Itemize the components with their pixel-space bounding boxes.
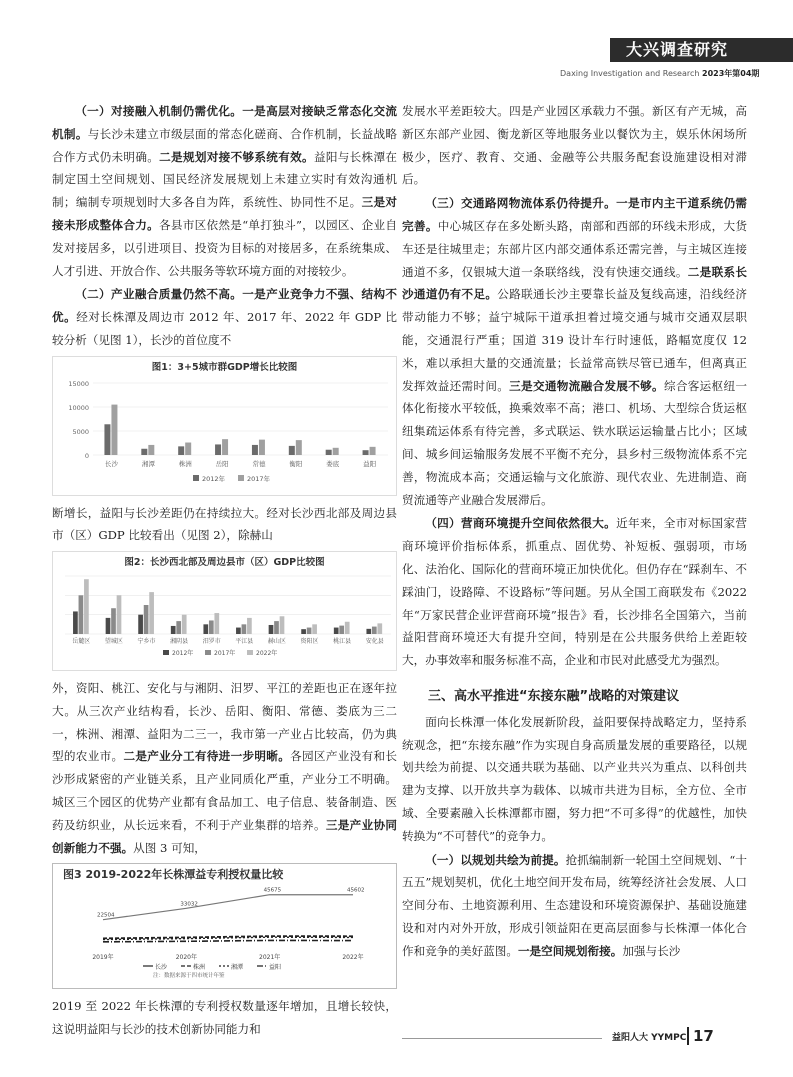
figure-2 (52, 551, 397, 671)
legend-swatch (163, 650, 169, 655)
y-tick-label: 15000 (68, 379, 89, 388)
bar (148, 445, 154, 455)
bold-point: 一是市内主干道系统仍需完善。 (402, 196, 747, 233)
bar (214, 613, 219, 634)
x-tick-label: 平江县 (235, 638, 254, 646)
legend-label: 株洲 (193, 964, 206, 972)
bar (326, 449, 332, 454)
bar (149, 592, 154, 634)
legend-label: 长沙 (155, 964, 168, 972)
left-column (52, 100, 397, 1042)
legend-label: 2022年 (256, 650, 278, 658)
figure-1 (52, 356, 397, 496)
journal-subtitle-en: Daxing Investigation and Research (560, 69, 700, 78)
subheading: （二）产业融合质量仍然不高。 (75, 287, 243, 302)
data-label: 45675 (263, 887, 282, 894)
bold-point: 二是产业分工有待进一步明晰。 (123, 749, 291, 764)
paragraph: 断增长，益阳与长沙差距仍在持续拉大。经对长沙西北部及周边县市（区）GDP 比较看出（见图 2），除赫山 (52, 505, 397, 543)
bar (247, 618, 252, 634)
paragraph-text: 益阳与长株潭在制定国土空间规划、国民经济发展规划上未建立实时有效沟通机制；编制专项规划时大多各自为阵，系统性、协同性不足。 (52, 149, 397, 210)
bar (84, 579, 89, 634)
x-tick-label: 2021年 (259, 954, 281, 962)
y-tick-label: 10000 (68, 403, 89, 412)
bar (144, 605, 149, 634)
bar (111, 404, 117, 454)
paragraph-text: 加强与长沙 (622, 943, 681, 958)
bar (269, 625, 274, 634)
x-tick-label: 岳麓区 (72, 638, 91, 646)
bar (182, 615, 187, 634)
paragraph (52, 677, 397, 859)
bar (104, 424, 110, 455)
x-tick-label: 湘阴县 (170, 638, 189, 646)
bar (372, 627, 377, 634)
y-tick-label: 0 (84, 451, 89, 460)
x-tick-label: 衡阳 (289, 459, 303, 468)
legend-label: 2017年 (247, 474, 271, 483)
x-tick-label: 株洲 (178, 459, 192, 468)
bar (307, 628, 312, 634)
data-label: 33032 (180, 901, 198, 908)
x-tick-label: 益阳 (363, 459, 377, 468)
paragraph: 发展水平差距较大。四是产业园区承载力不强。新区有产无城，高新区东部产业园、衡龙新区等地服务业以餐饮为主，娱乐休闲场所极少，医疗、教育、交通、金融等公共服务配套设施建设相对滞后。 (402, 104, 747, 187)
bar (363, 450, 369, 455)
bar (222, 439, 228, 455)
bar (274, 621, 279, 634)
bar (370, 447, 376, 455)
legend-label: 2012年 (202, 474, 226, 483)
paragraph-text: 公路联通长沙主要靠长益及复线高速，沿线经济带动能力不够；益宁城际干道承担着过境交通与城市交通双层职能，交通混行严重；国道 319 设计车行时速低，路幅宽度仅 12 米，难以承担大量的交通流量；长益常高铁尽管已通车，但离真正发挥效益还需时间。 (402, 287, 747, 393)
section-title: 三、高水平推进“东接东融”战略的对策建议 (428, 688, 680, 704)
subheading: （一）对接融入机制仍需优化。 (75, 104, 243, 118)
paragraph-text: 与长沙未建立市级层面的常态化磋商、合作机制，长益战略合作方式仍未明确。 (52, 126, 397, 164)
bold-point: 二是规划对接不够系统有效。 (159, 149, 314, 164)
page-header (0, 0, 793, 90)
figure-2-chart (53, 570, 396, 662)
figure-1-chart (53, 375, 396, 487)
chart-note: 注：数据来源于四市统计年鉴 (153, 973, 225, 980)
bold-point: 一是高层对接缺乏常态化交流机制。 (52, 104, 397, 141)
figure-3-title: 图3 2019-2022年长株潭益专利授权量比较 (63, 868, 284, 882)
x-tick-label: 湘潭 (141, 459, 155, 468)
bar (301, 629, 306, 634)
paragraph-text: 综合客运枢纽一体化衔接水平较低，换乘效率不高；港口、机场、大型综合货运枢纽集疏运体系有待完善，多式联运、铁水联运运输量占比小；区域间、城乡间运输服务发展不平衡不充分，县乡村三级物流体系不完善，物流成本高；交通运输与文化旅游、现代农业、先进制造、商贸流通等产业融合发展滞后。 (402, 378, 747, 507)
legend-swatch (238, 475, 244, 481)
legend-label: 益阳 (269, 964, 282, 972)
figure-2-title: 图2：长沙西北部及周边县市（区）GDP比较图 (124, 557, 325, 569)
bar (79, 595, 84, 634)
bar (176, 621, 181, 634)
legend-label: 2017年 (214, 650, 236, 658)
data-label: 45602 (347, 888, 365, 895)
x-tick-label: 长沙 (104, 459, 118, 468)
bar (185, 442, 191, 454)
paragraph (52, 283, 397, 351)
bold-point: 二是联系长沙通道仍有不足。 (402, 264, 747, 302)
bold-point: 一是空间规划衔接。 (517, 943, 623, 958)
data-label: 22504 (97, 913, 115, 920)
subheading: （四）营商环境提升空间依然很大。 (425, 516, 617, 531)
y-tick-label: 5000 (72, 427, 89, 436)
legend-swatch (205, 650, 211, 655)
legend-label: 湘潭 (231, 964, 244, 972)
bar (209, 621, 214, 635)
series-line (103, 941, 353, 942)
bar (333, 448, 339, 455)
journal-title: 大兴调查研究 (626, 40, 729, 59)
series-line (103, 895, 353, 920)
bar (236, 628, 241, 634)
legend-label: 2012年 (172, 650, 194, 658)
bar (334, 628, 339, 634)
bar (73, 612, 78, 635)
bold-point: 三是交通物流融合发展不够。 (509, 378, 664, 393)
paragraph (402, 512, 747, 672)
bar (339, 626, 344, 634)
bar (242, 624, 247, 634)
paragraph-text: 各园区产业没有和长沙形成紧密的产业链关系，且产业同质化严重，产业分工不明确。城区三个园区的优势产业都有食品加工、电子信息、装备制造、医药及纺织业，从长远来看，不利于产业集群的培养。 (52, 749, 397, 832)
bar (345, 622, 350, 634)
bar (215, 444, 221, 455)
x-tick-label: 岳阳 (215, 459, 229, 468)
subheading: （一）以规划共绘为前提。 (425, 852, 566, 867)
x-tick-label: 资阳区 (300, 638, 319, 646)
paragraph-text: 各县市区依然是“单打独斗”，以园区、企业自发对接居多，以引进项目、投资为目标的对接居多，在系统集成、人才引进、开放合作、公共服务等软环境方面的对接较少。 (52, 217, 397, 278)
bar (366, 629, 371, 634)
footer-rule (402, 1038, 602, 1039)
footer-text: 益阳人大 YYMPC (612, 1033, 687, 1043)
bar (171, 626, 176, 634)
bar (178, 446, 184, 455)
paragraph (52, 100, 397, 282)
x-tick-label: 2020年 (175, 954, 197, 962)
bar (252, 445, 258, 455)
paragraph-text: 近年来，全市对标国家营商环境评价指标体系，抓重点、固优势、补短板、强弱项，市场化、法治化、国际化的营商环境正加快优化。但仍存在“踩刹车、不踩油门，设路障、不设路标”等问题。另从全国工商联发布《2022 年“万家民营企业评营商环境”报告》看，长沙排名全国第六，当前益阳营商环境还大有提升空间，特别是在公共服务供给上差距较大，办事效率和服务标准不高，企业和市民对此感受尤为强烈。 (402, 516, 747, 668)
figure-1-title: 图1：3+5城市群GDP增长比较图 (151, 361, 298, 373)
paragraph-text: 经对长株潭及周边市 2012 年、2017 年、2022 年 GDP 比较分析（见图 1），长沙的首位度不 (52, 310, 397, 347)
legend-swatch (247, 650, 253, 655)
x-tick-label: 赫山区 (267, 638, 286, 646)
bar (312, 624, 317, 634)
journal-subtitle (560, 68, 759, 79)
bar (106, 618, 111, 634)
subheading: （三）交通路网物流体系仍待提升。 (425, 196, 617, 211)
x-tick-label: 桃江县 (333, 638, 352, 646)
paragraph-text: 抢抓编制新一轮国土空间规划、“十五五”规划契机，优化土地空间开发布局，统筹经济社会发展、人口空间分布、土地资源利用、生态建设和环境资源保护、基础设施建设和对内对外开放，形成引领益阳在更高层面参与长株潭一体化合作和竞争的美好蓝图。 (402, 852, 747, 958)
bar (259, 439, 265, 454)
journal-issue: 2023年第04期 (702, 69, 760, 78)
bold-point: 一是产业竞争力不强、结构不优。 (52, 287, 397, 325)
bar (280, 616, 285, 634)
x-tick-label: 汨罗市 (202, 638, 221, 646)
bar (289, 446, 295, 455)
x-tick-label: 常德 (252, 459, 266, 468)
x-tick-label: 望城区 (104, 638, 123, 646)
legend-swatch (193, 475, 199, 481)
paragraph-text: 中心城区存在多处断头路，南部和西部的环线未形成，大货车还是往城里走；东部片区内部交通体系还需完善，与主城区连接通道不多，仅银城大道一条联络线，没有快速交通线。 (402, 218, 747, 279)
bar (377, 624, 382, 635)
paragraph-text: 外，资阳、桃江、安化与与湘阴、汨罗、平江的差距也正在逐年拉大。从三次产业结构看，长沙、岳阳、衡阳、常德、娄底为三二一，株洲、湘潭、益阳为二三一，我市第一产业占比较高，仍为典型的农业市。 (52, 680, 397, 764)
figure-3-chart (53, 882, 396, 980)
paragraph (402, 192, 747, 511)
x-tick-label: 2019年 (92, 954, 114, 962)
paragraph-text: 从图 3 可知， (133, 840, 206, 855)
paragraph (402, 849, 747, 963)
bold-point: 三是对接未形成整体合力。 (52, 195, 397, 232)
x-tick-label: 宁乡市 (137, 638, 156, 646)
x-tick-label: 安化县 (365, 638, 384, 646)
figure-3 (52, 863, 397, 989)
bar (117, 595, 122, 634)
right-column (402, 100, 747, 963)
page-number: 17 (687, 1027, 714, 1045)
x-tick-label: 娄底 (326, 459, 340, 468)
bar (111, 608, 116, 634)
bar (138, 615, 143, 634)
bold-point: 三是产业协同创新能力不强。 (52, 817, 397, 855)
x-tick-label: 2022年 (342, 954, 364, 962)
bar (296, 440, 302, 455)
page-footer (402, 1027, 793, 1048)
paragraph: 2019 至 2022 年长株潭的专利授权数量逐年增加，且增长较快，这说明益阳与长沙的技术创新协同能力和 (52, 999, 397, 1036)
paragraph: 面向长株潭一体化发展新阶段，益阳要保持战略定力，坚持系统观念，把“东接东融”作为实现自身高质量发展的重要路径，以规划共绘为前提、以交通共联为基础、以产业共兴为重点、以科创共建为支撑、以开放共享为载体、以城市共进为目标，全方位、全市域、全要素融入长株潭都市圈，努力把“不可多得”的优越性，加快转换为“不可替代”的竞争力。 (402, 714, 747, 843)
bar (141, 449, 147, 455)
bar (203, 624, 208, 634)
